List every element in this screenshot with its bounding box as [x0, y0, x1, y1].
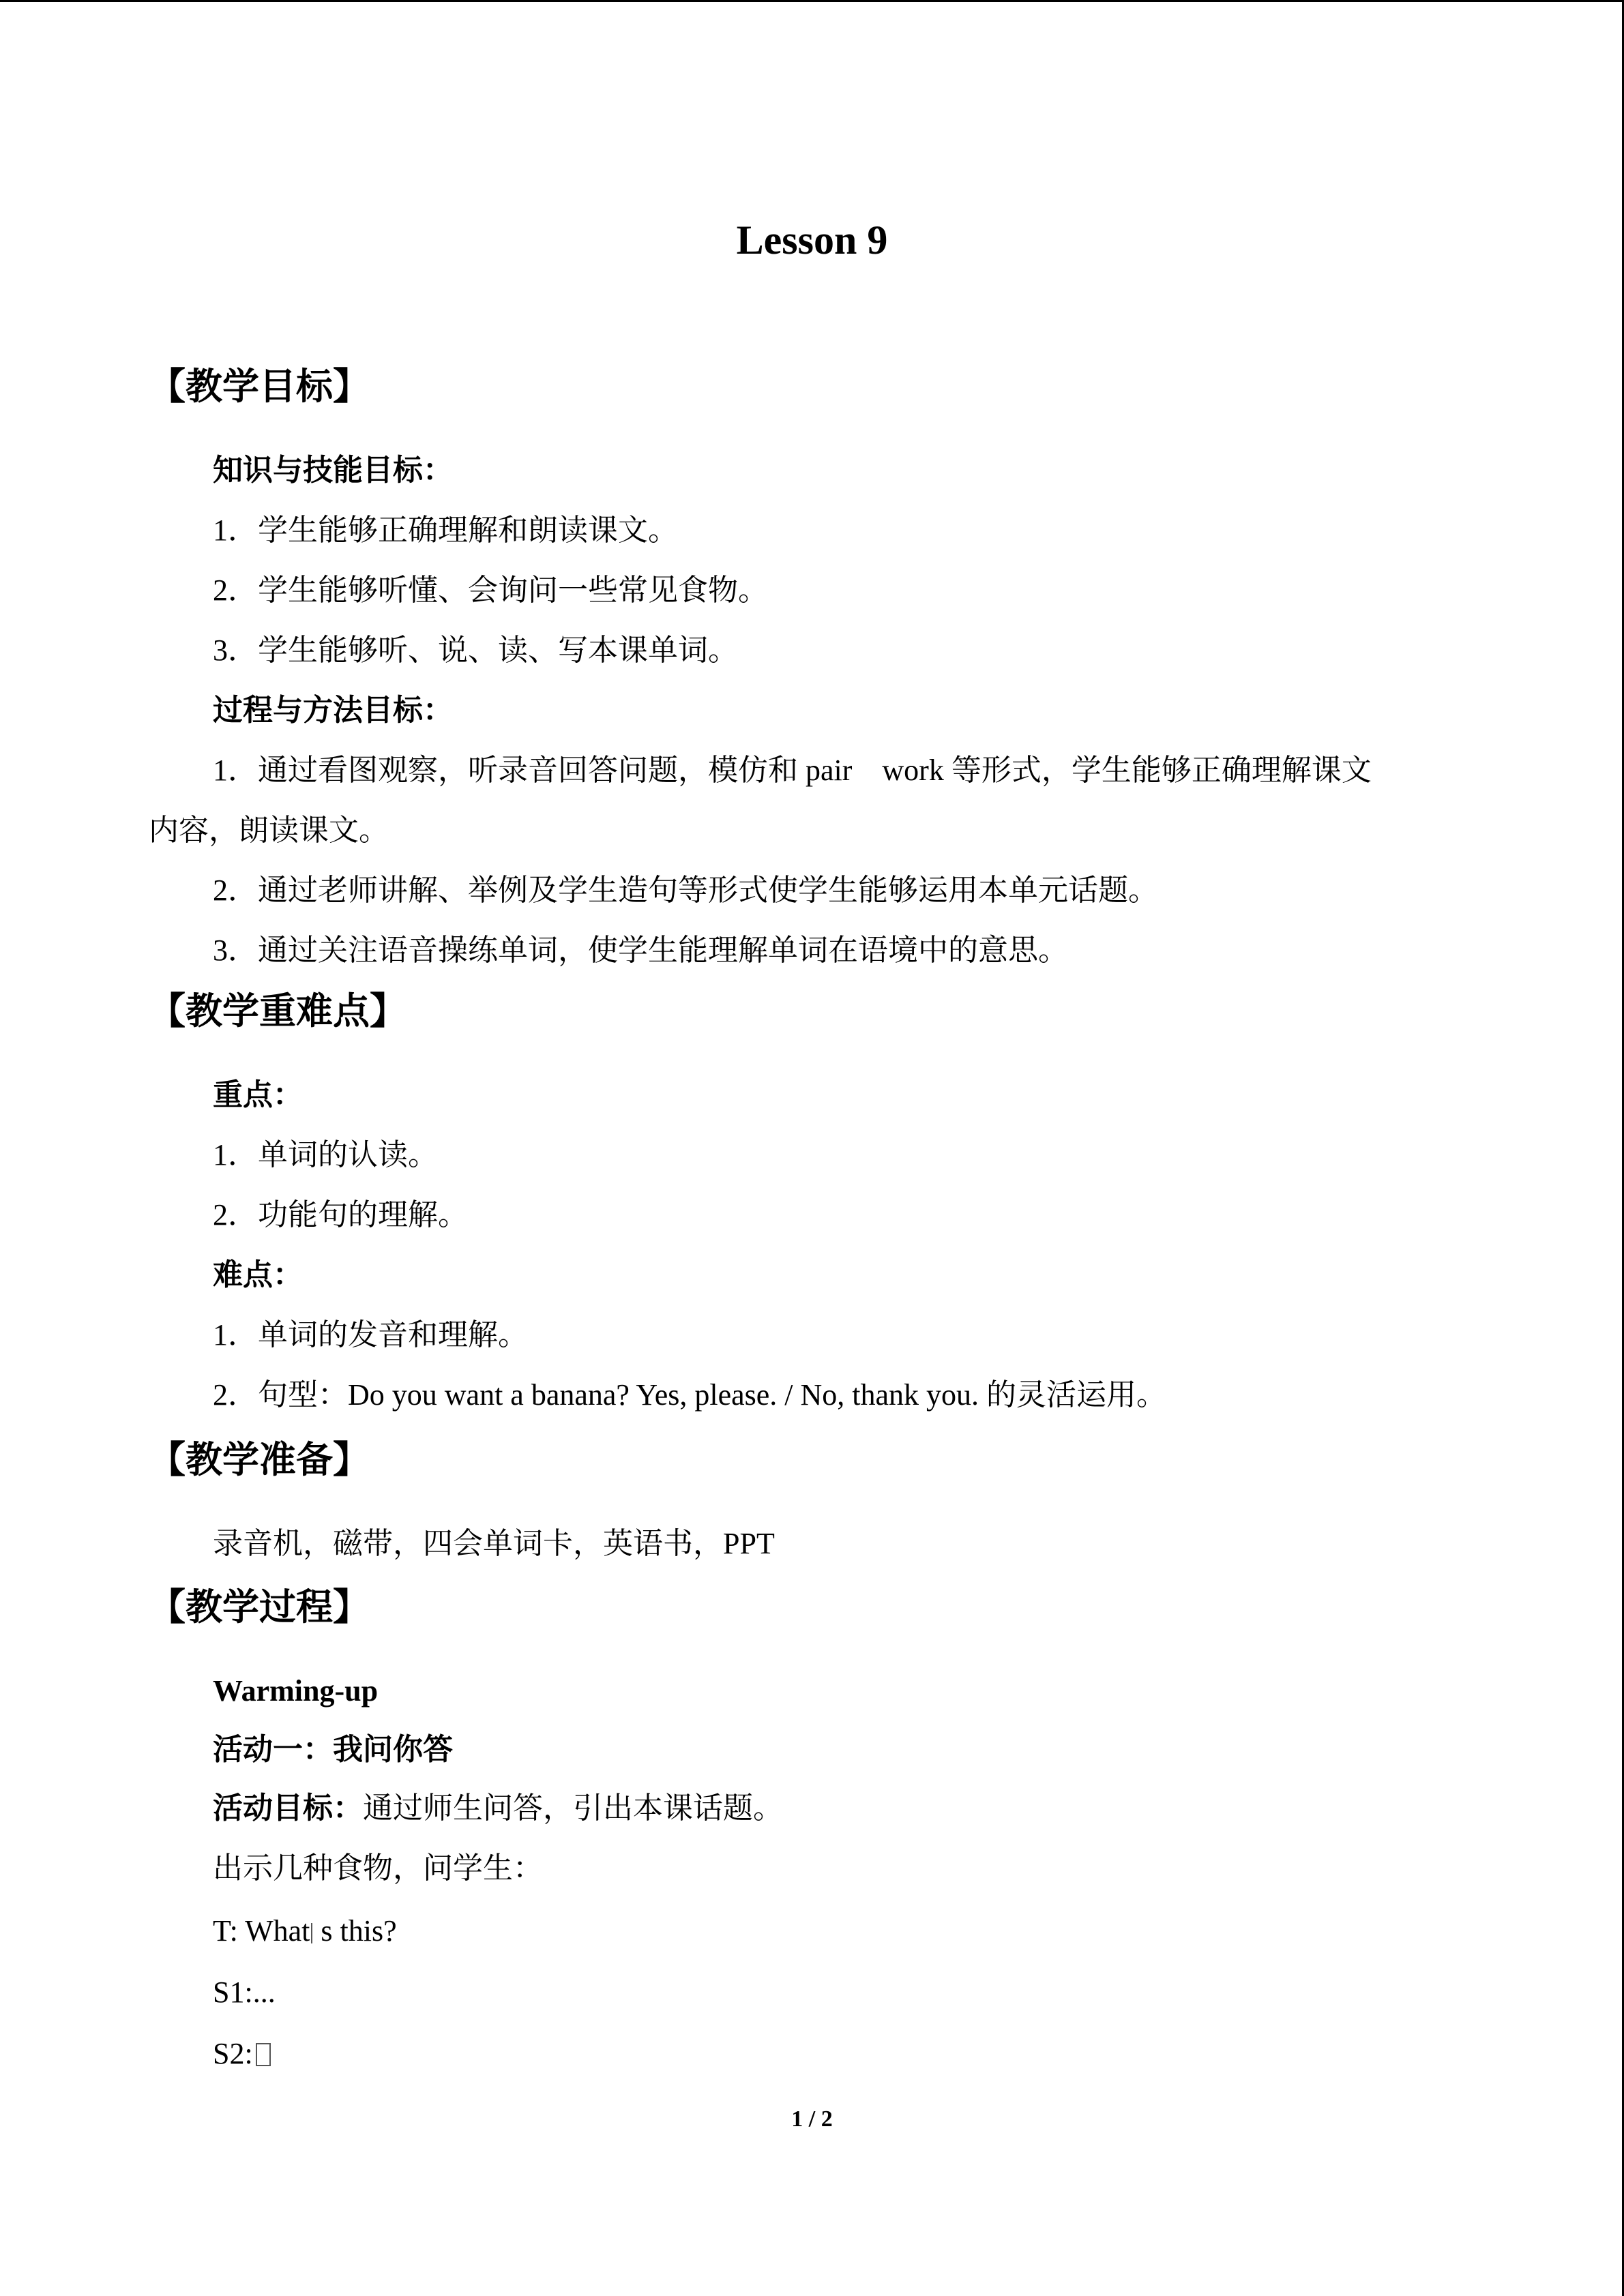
focus-item: 2．功能句的理解。 [213, 1198, 468, 1232]
difficulty-label: 难点： [213, 1258, 303, 1292]
page-number: 1 / 2 [791, 2106, 833, 2132]
section-heading-preparation: 【教学准备】 [149, 1440, 370, 1480]
focus-item: 1．单词的认读。 [213, 1138, 438, 1172]
knowledge-item: 1．学生能够正确理解和朗读课文。 [213, 513, 678, 547]
process-item: 2．通过老师讲解、举例及学生造句等形式使学生能够运用本单元话题。 [213, 874, 1158, 907]
activity-goal-label: 活动目标： [213, 1791, 363, 1825]
dialogue-teacher-text-a: T: What [213, 1914, 310, 1948]
activity-goal-text: 通过师生问答，引出本课话题。 [363, 1791, 783, 1825]
process-item: 3．通过关注语音操练单词，使学生能理解单词在语境中的意思。 [213, 934, 1068, 967]
process-item-continuation: 内容，朗读课文。 [149, 814, 389, 847]
missing-glyph-icon [311, 1923, 319, 1943]
section-heading-procedure: 【教学过程】 [149, 1587, 370, 1628]
dialogue-teacher-text-b: s this? [321, 1914, 397, 1948]
difficulty-item: 1．单词的发音和理解。 [213, 1318, 528, 1352]
dialogue-teacher-line [213, 1911, 397, 1952]
activity-instruction: 出示几种食物，问学生： [213, 1851, 543, 1885]
knowledge-label: 知识与技能目标： [213, 453, 453, 487]
warmup-label: Warming-up [213, 1674, 379, 1708]
focus-label: 重点： [213, 1078, 303, 1112]
difficulty-item: 2．句型：Do you want a banana? Yes, please. / No, thank you. 的灵活运用。 [213, 1378, 1167, 1412]
process-item: 1．通过看图观察，听录音回答问题，模仿和 pair work 等形式，学生能够正确理解课文 [213, 754, 1372, 787]
preparation-text: 录音机，磁带，四会单词卡，英语书，PPT [213, 1527, 775, 1560]
knowledge-item: 2．学生能够听懂、会询问一些常见食物。 [213, 573, 768, 607]
section-heading-key-points: 【教学重难点】 [149, 991, 407, 1032]
dialogue-student-line [213, 2033, 271, 2074]
document-title: Lesson 9 [736, 218, 888, 263]
process-label: 过程与方法目标： [213, 694, 453, 727]
missing-glyph-icon [256, 2043, 271, 2066]
dialogue-student-text: S2: [213, 2037, 253, 2070]
activity-goal [213, 1788, 783, 1829]
knowledge-item: 3．学生能够听、说、读、写本课单词。 [213, 633, 738, 667]
section-heading-objectives: 【教学目标】 [149, 366, 370, 407]
activity-title: 活动一：我问你答 [213, 1733, 453, 1766]
dialogue-student-line: S1:... [213, 1976, 276, 2009]
